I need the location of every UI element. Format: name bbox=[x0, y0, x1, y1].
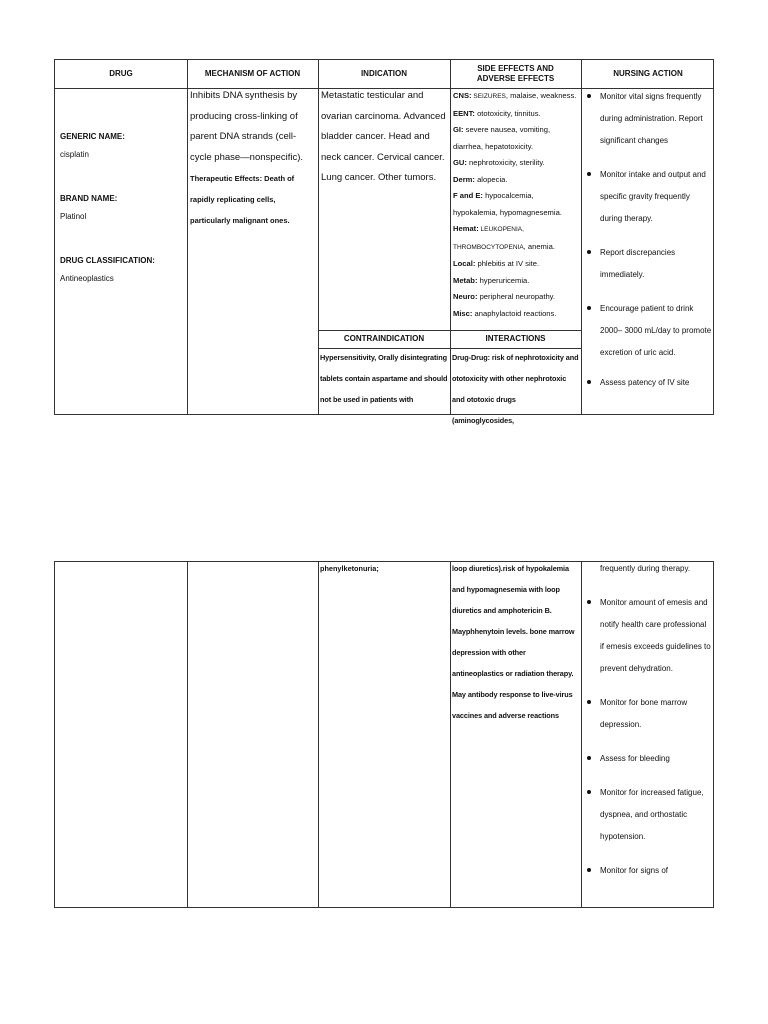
nursing-item: Report discrepancies immediately. bbox=[584, 242, 712, 286]
mechanism-cell bbox=[190, 86, 316, 231]
column-divider bbox=[581, 60, 582, 414]
generic-name-value: cisplatin bbox=[60, 150, 89, 159]
nursing-item: Monitor amount of emesis and notify health care professional if emesis exceeds guidelines to prevent dehydration. bbox=[584, 592, 712, 680]
header-indication: INDICATION bbox=[360, 69, 408, 78]
interactions-text: Drug-Drug: risk of nephrotoxicity and ototoxicity with other nephrotoxic and ototoxic drugs (aminoglycosides, bbox=[452, 353, 579, 425]
side-effect-cns: CNS: SEIZURES, malaise, weakness. bbox=[453, 91, 577, 100]
column-divider bbox=[187, 60, 188, 414]
mechanism-text: Inhibits DNA synthesis by producing cross-linking of parent DNA strands (cell-cycle phase—nonspecific). bbox=[190, 90, 303, 163]
side-effects-list bbox=[453, 88, 579, 322]
generic-name-label: GENERIC NAME: bbox=[60, 132, 125, 141]
column-divider bbox=[318, 562, 319, 907]
side-effect-misc: Misc: anaphylactoid reactions. bbox=[453, 308, 557, 318]
indication-cell bbox=[321, 86, 448, 189]
side-effect-fluid-electrolyte: F and E: hypocalcemia, hypokalemia, hypomagnesemia. bbox=[453, 191, 562, 217]
header-side-effects: SIDE EFFECTS AND ADVERSE EFFECTS bbox=[476, 64, 555, 83]
drug-info bbox=[60, 132, 184, 296]
side-effect-eent: EENT: ototoxicity, tinnitus. bbox=[453, 108, 541, 118]
contraindication-continued: phenylketonuria; bbox=[320, 564, 379, 573]
drug-table-page1 bbox=[54, 59, 714, 425]
side-effect-neuro: Neuro: peripheral neuropathy. bbox=[453, 292, 556, 301]
side-effect-local: Local: phlebitis at IV site. bbox=[453, 259, 540, 268]
column-divider bbox=[450, 60, 451, 414]
indication-text: Metastatic testicular and ovarian carcinoma. Advanced bladder cancer. Head and neck cancer. Cervical cancer. Lung cancer. Other tumors. bbox=[321, 90, 446, 183]
nursing-item: Encourage patient to drink 2000– 3000 mL/day to promote excretion of uric acid. bbox=[584, 298, 712, 364]
contraindication-text: Hypersensitivity, Orally disintegrating tablets contain aspartame and should not be used in patients with bbox=[320, 353, 448, 404]
nursing-item: Monitor for bone marrow depression. bbox=[584, 692, 712, 736]
header-interactions: INTERACTIONS bbox=[485, 334, 546, 343]
side-effect-hemat: Hemat: LEUKOPENIA, THROMBOCYTOPENIA, anemia. bbox=[453, 224, 555, 251]
header-nursing: NURSING ACTION bbox=[613, 69, 683, 78]
header-contraindication: CONTRAINDICATION bbox=[343, 334, 425, 343]
nursing-continued-text: frequently during therapy. bbox=[600, 564, 691, 573]
side-effect-derm: Derm: alopecia. bbox=[453, 174, 508, 184]
drug-classification-label: DRUG CLASSIFICATION: bbox=[60, 256, 155, 265]
nursing-item: Assess for bleeding bbox=[584, 748, 712, 770]
therapeutic-effects: Therapeutic Effects: Death of rapidly replicating cells, particularly malignant ones. bbox=[190, 174, 295, 225]
side-effect-gu: GU: nephrotoxicity, sterility. bbox=[453, 158, 545, 167]
nursing-list-continued bbox=[584, 558, 712, 882]
nursing-item: Monitor intake and output and specific gravity frequently during therapy. bbox=[584, 164, 712, 230]
column-divider bbox=[581, 562, 582, 907]
nursing-item: Monitor vital signs frequently during administration. Report significant changes bbox=[584, 86, 712, 152]
column-divider bbox=[187, 562, 188, 907]
side-effect-metab: Metab: hyperuricemia. bbox=[453, 275, 530, 285]
nursing-item: Monitor for increased fatigue, dyspnea, and orthostatic hypotension. bbox=[584, 782, 712, 848]
side-effect-gi: GI: severe nausea, vomiting, diarrhea, hepatotoxicity. bbox=[453, 125, 551, 151]
header-drug: DRUG bbox=[109, 69, 133, 78]
drug-table-page2 bbox=[54, 561, 714, 908]
brand-name-value: Platinol bbox=[60, 212, 87, 221]
drug-classification-value: Antineoplastics bbox=[60, 274, 114, 283]
nursing-item: Monitor for signs of bbox=[584, 860, 712, 882]
column-divider bbox=[450, 562, 451, 907]
nursing-item: Assess patency of IV site bbox=[584, 372, 712, 394]
brand-name-label: BRAND NAME: bbox=[60, 194, 118, 203]
header-mechanism: MECHANISM OF ACTION bbox=[204, 69, 301, 78]
nursing-list bbox=[584, 86, 712, 394]
column-divider bbox=[318, 60, 319, 414]
interactions-continued: loop diuretics).risk of hypokalemia and hypomagnesemia with loop diuretics and amphotericin B. Mayphhenytoin levels. bone marrow depression with other antineoplastics or radiation therapy. May antibody response to live-virus vaccines and adverse reactions bbox=[452, 564, 575, 720]
